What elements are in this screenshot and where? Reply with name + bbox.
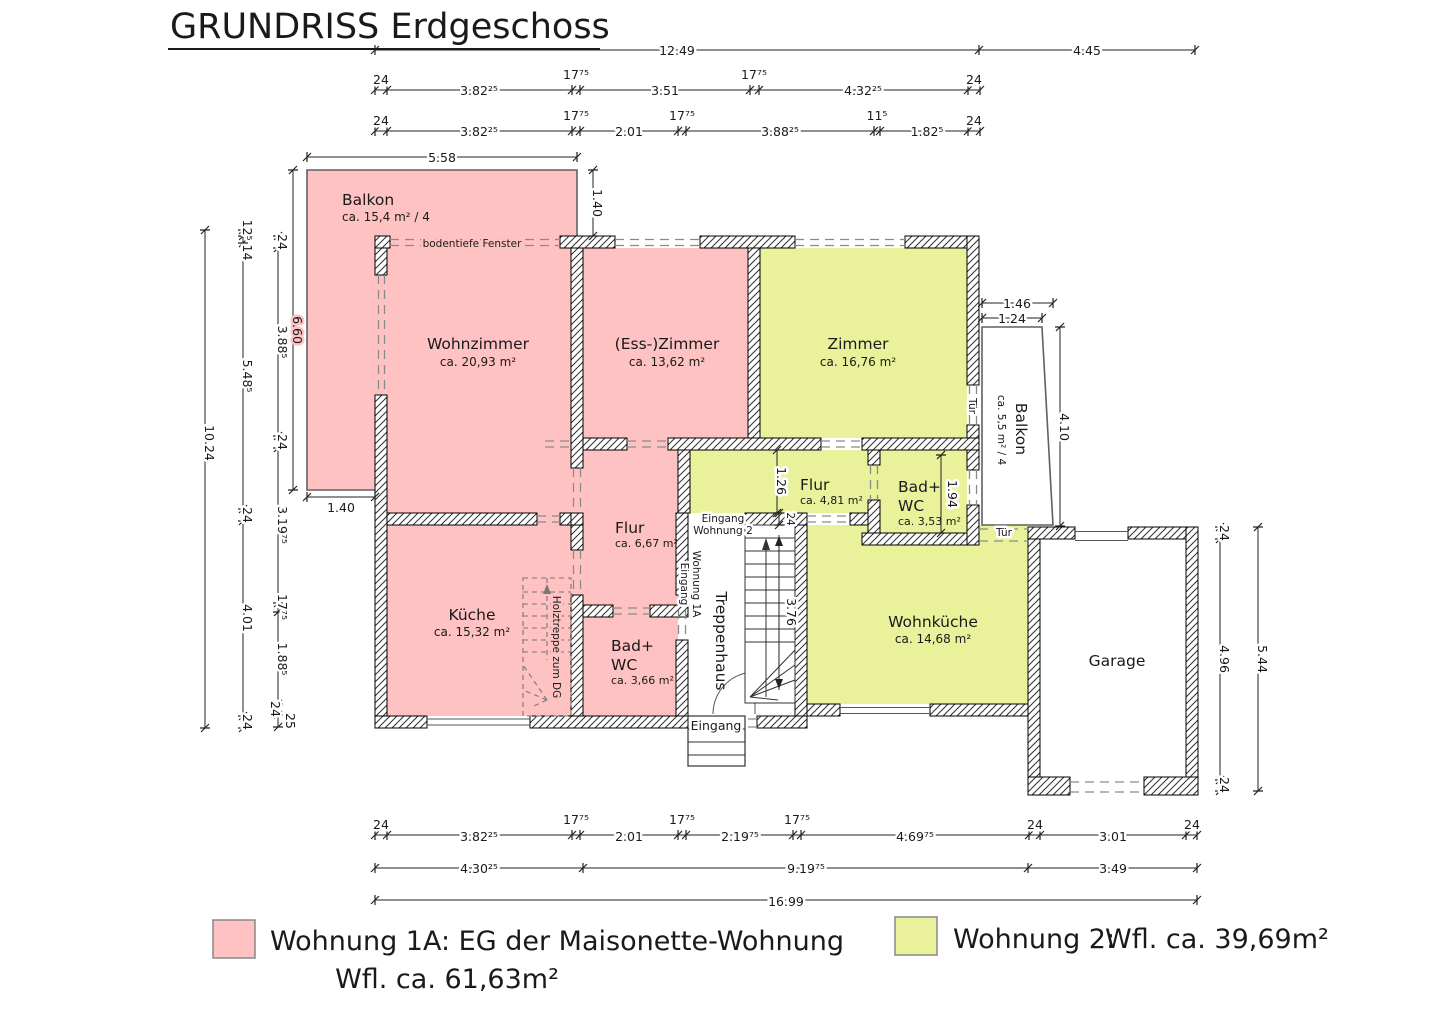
dim-label: 1.82⁵ [910,124,944,139]
legend [213,917,1329,995]
dim-label: 1.40 [590,189,605,217]
annotation-eingang-w1a: Eingang [678,562,690,606]
room-area-esszimmer: ca. 13,62 m² [628,355,706,369]
dim-label: 17⁷⁵ [275,594,290,620]
dim-label: 3.88²⁵ [761,124,799,139]
room-label-balkon1: Balkon [342,191,395,209]
dim-label: 17⁷⁵ [669,812,695,827]
room-area-balkon2: ca. 5,5 m² / 4 [995,394,1007,466]
dim-label: 24 [1217,525,1232,541]
annotation-holztreppe: Holztreppe zum DG [550,595,562,699]
dim-label: 24 [373,817,389,832]
dim-label: 24 [373,72,389,87]
dim-label: 3.76 [784,598,799,626]
room-label-esszimmer: (Ess-)Zimmer [614,335,720,353]
dim-label: 3.49 [1099,861,1127,876]
legend-swatch-wohnung1a [213,920,255,958]
dim-label: 24 [275,234,290,250]
dim-label: 17⁷⁵ [563,67,589,82]
dim-label: 5.48⁵ [240,359,255,393]
dim-label: 4.96 [1217,645,1232,673]
annotation-eingang-w1a: Wohnung 1A [690,550,702,618]
room-area-zimmer: ca. 16,76 m² [819,355,897,369]
dim-label: 17⁷⁵ [784,812,810,827]
dim-label: 3.82²⁵ [460,829,498,844]
legend-area-wohnung1a: Wfl. ca. 61,63m² [335,964,559,995]
dim-label: 6.60 [290,316,305,344]
room-label-bad2: Bad+ [898,478,941,496]
dim-label: 1.94 [945,480,960,508]
dim-label: 24 [240,507,255,523]
room-label-treppenhaus: Treppenhaus [712,591,730,691]
dim-label: 1.40 [327,500,355,515]
dim-label: 17⁷⁵ [741,67,767,82]
dim-label: 17⁷⁵ [669,108,695,123]
room-label-balkon2: Balkon [1012,402,1030,456]
room-label-flur2: Flur [800,476,830,494]
legend-area-wohnung2: Wfl. ca. 39,69m² [1105,924,1329,955]
dim-label: 12.49 [659,43,695,58]
dim-label: 24 [1184,817,1200,832]
dim-label: 24 [966,72,982,87]
annotation-tuer: Tür [996,527,1012,539]
dim-label: 3.88⁵ [275,325,290,359]
annotation-eingang: Eingang [690,718,742,733]
dim-label: 24 [1217,777,1232,793]
room-area-kueche: ca. 15,32 m² [433,625,511,639]
dim-label: 24 [373,113,389,128]
dim-label: 3.82²⁵ [460,83,498,98]
dim-label: 4.30²⁵ [460,861,498,876]
dim-label: 2.01 [615,124,643,139]
annotation-bodentiefe-fenster: bodentiefe Fenster [422,238,522,250]
room-label-kueche: Küche [448,606,496,624]
page-title: GRUNDRISS Erdgeschoss [170,7,610,47]
room-label-flur1: Flur [615,519,645,537]
room-label-wohnkueche: Wohnküche [888,613,978,631]
room-label-bad1: Bad+ [611,637,654,655]
dim-label: 4.01 [240,604,255,632]
dim-label: 1.46 [1003,296,1031,311]
dim-label: 17⁷⁵ [563,108,589,123]
annotation-tuer: Tür [966,398,978,414]
dim-label: 24 [1027,817,1043,832]
dim-label: 2.01 [615,829,643,844]
room-area-flur2: ca. 4,81 m² [800,494,863,507]
annotation-eingang-w2: Wohnung 2 [693,525,753,537]
dim-label: 1.26 [774,467,789,495]
dim-label: 4.10 [1057,413,1072,441]
dim-label: 3.51 [651,83,679,98]
room-area-flur1: ca. 6,67 m² [615,537,678,550]
dim-label: 4.69⁷⁵ [896,829,934,844]
dim-label: 24 [784,512,796,526]
room-label-garage: Garage [1088,652,1146,670]
dim-label: 17⁷⁵ [563,812,589,827]
room-label-wohnzimmer: Wohnzimmer [426,335,530,353]
room-label-bad1: WC [611,656,638,674]
dim-label: 16.99 [768,894,804,909]
dim-label: 3.82²⁵ [460,124,498,139]
dim-label: 25 [283,713,298,729]
room-label-zimmer: Zimmer [827,335,889,353]
legend-swatch-wohnung2 [895,917,937,955]
dim-label: 11⁵ [866,108,888,123]
dim-label: 3.19⁷⁵ [275,506,290,544]
legend-label-wohnung1a: Wohnung 1A: EG der Maisonette-Wohnung [270,926,844,957]
dim-label: 24 [275,434,290,450]
dim-label: 5.58 [428,150,456,165]
dim-label: 12⁵14 [240,219,255,261]
dim-label: 2.19⁷⁵ [721,829,759,844]
dim-label: 9.19⁷⁵ [787,861,825,876]
room-area-wohnzimmer: ca. 20,93 m² [439,355,517,369]
dim-label: 4.45 [1073,43,1101,58]
dim-label: 5.44 [1255,645,1270,673]
dim-label: 10.24 [202,425,217,461]
dim-label: 1.88⁵ [275,642,290,676]
annotation-eingang-w2: Eingang [701,513,745,525]
room-area-wohnkueche: ca. 14,68 m² [894,632,972,646]
room-area-bad2: ca. 3,53 m² [898,515,961,528]
dim-label: 3.01 [1099,829,1127,844]
legend-label-wohnung2: Wohnung 2: [953,924,1116,955]
dim-label: 1.24 [998,311,1026,326]
dim-label: 4.32²⁵ [844,83,882,98]
dim-label: 24 [240,714,255,730]
room-label-bad2: WC [898,497,925,515]
room-area-bad1: ca. 3,66 m² [611,674,674,687]
dim-label: 24 [966,113,982,128]
room-area-balkon1: ca. 15,4 m² / 4 [342,210,430,224]
dim-label: 24 [268,701,283,717]
